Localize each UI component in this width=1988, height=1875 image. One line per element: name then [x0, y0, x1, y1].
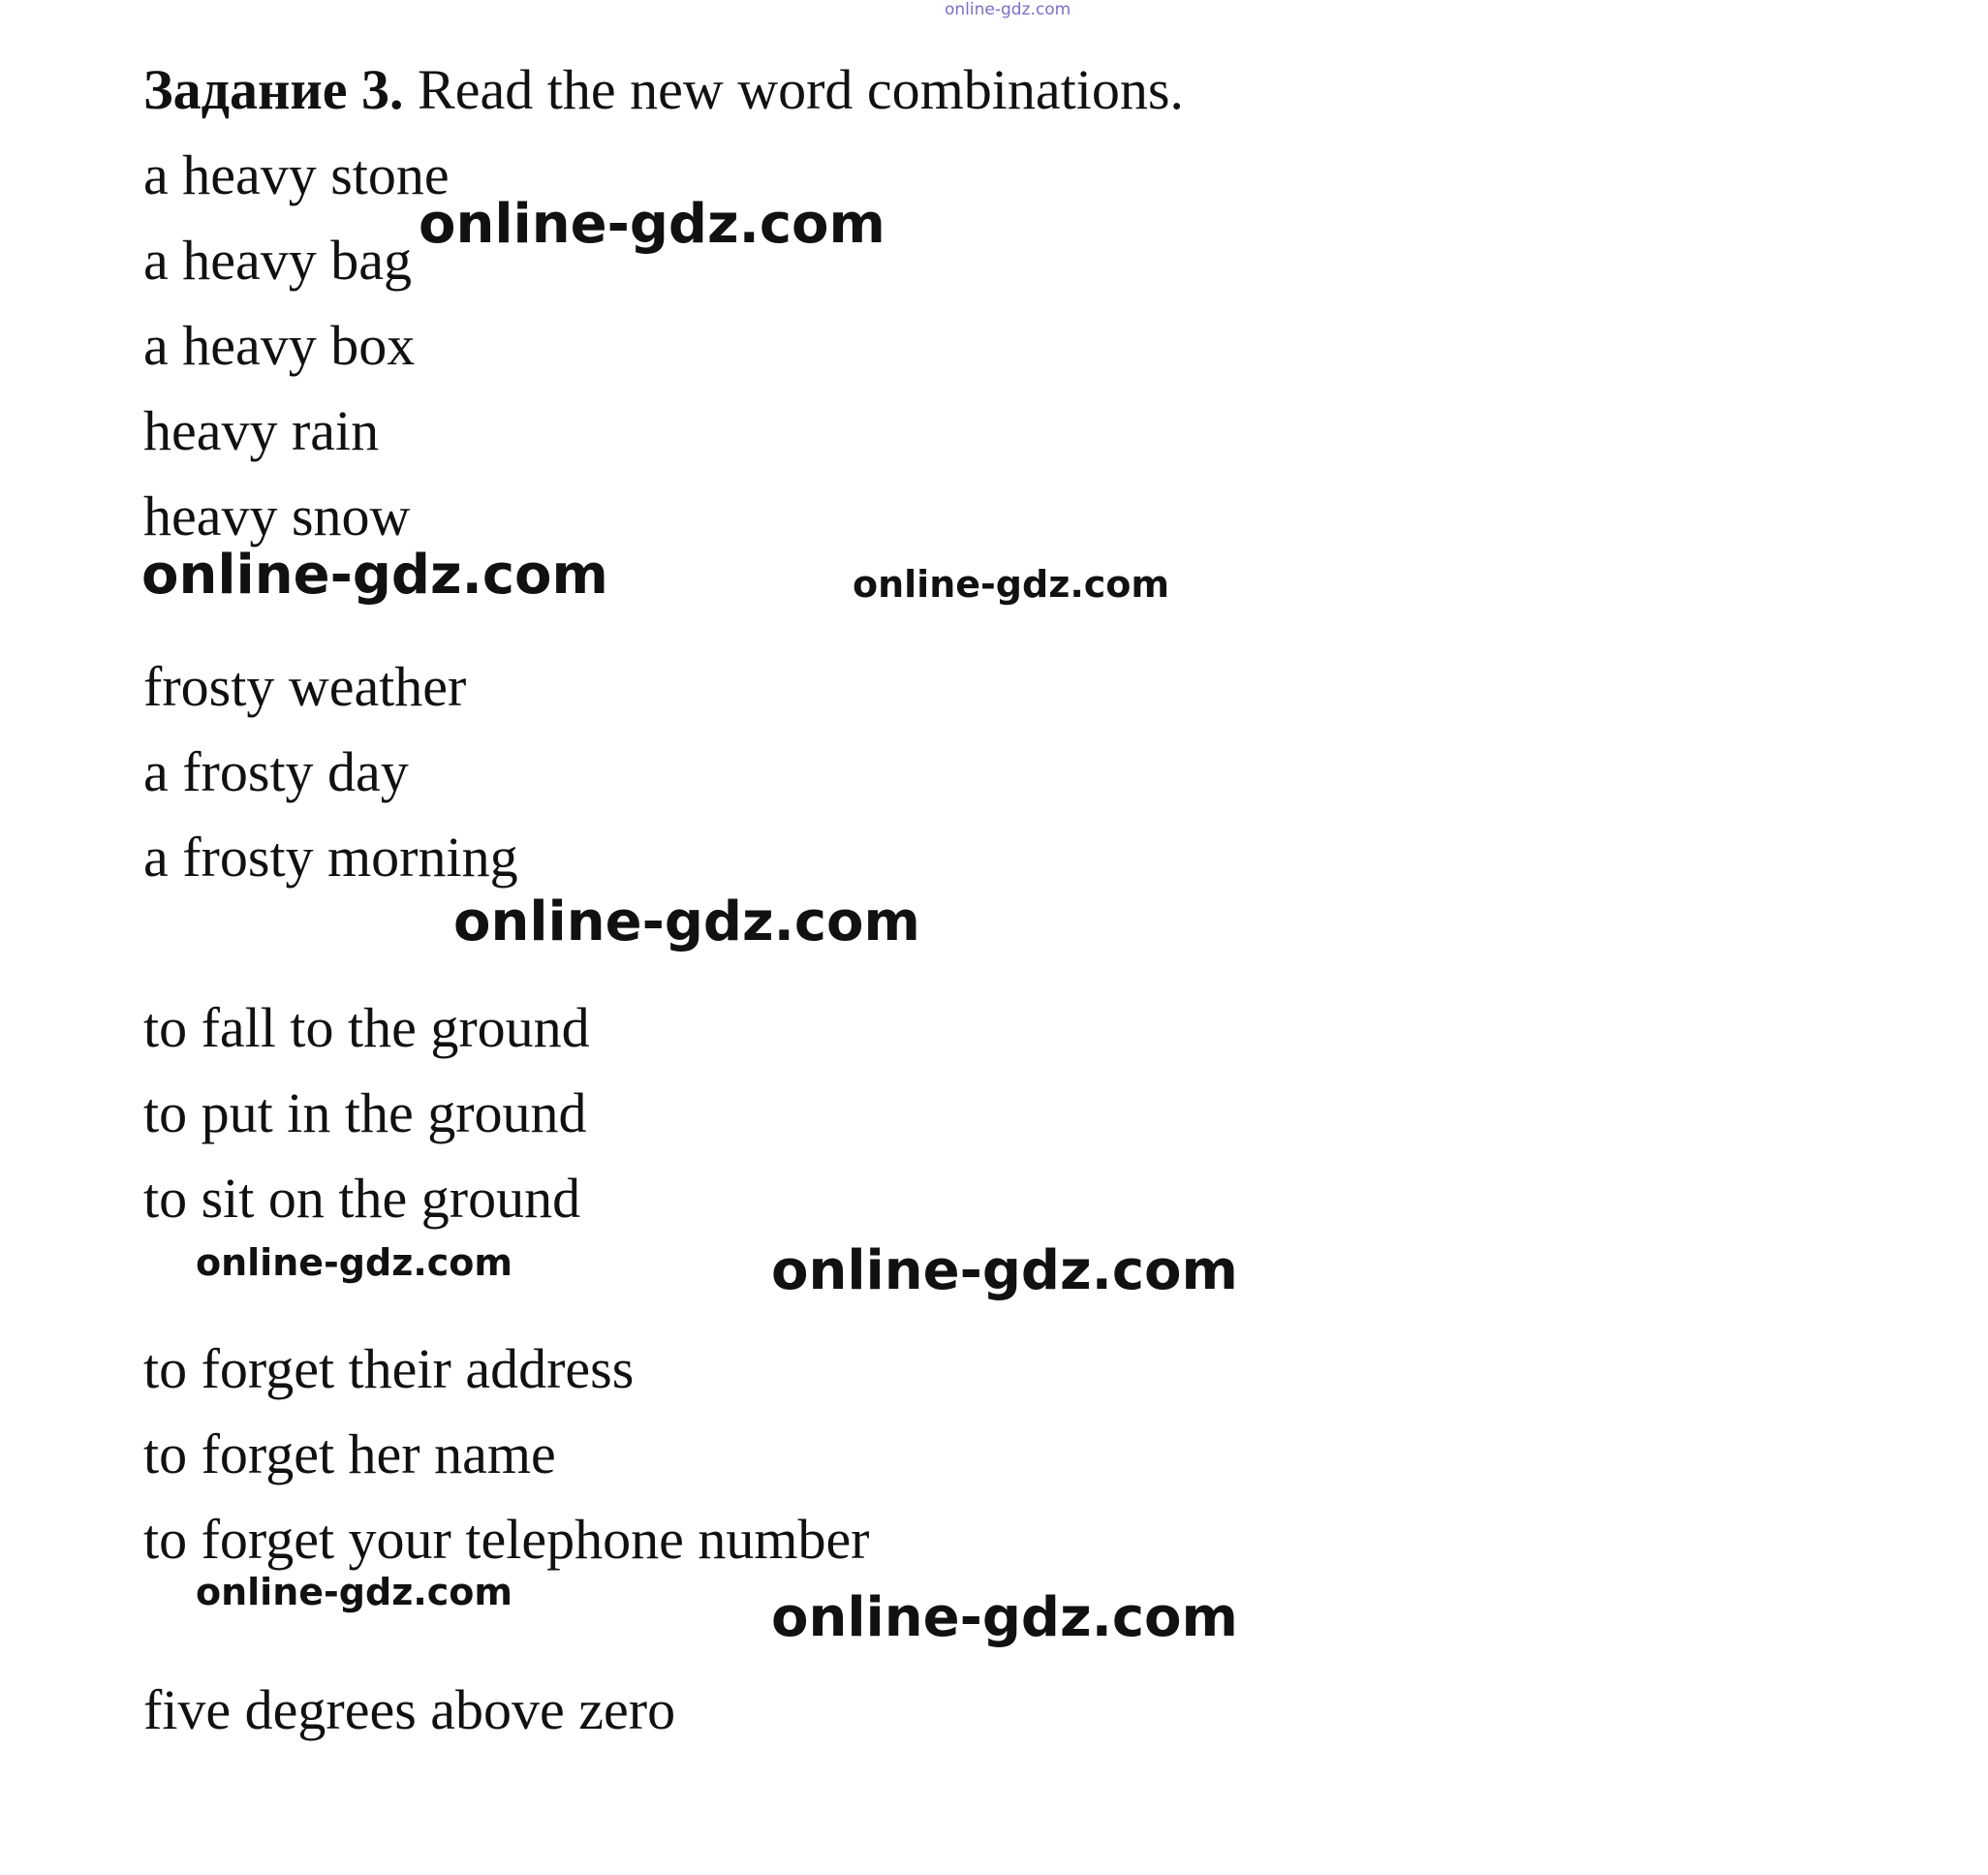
word-combination: to put in the ground: [143, 1081, 587, 1144]
task-heading: [143, 58, 1184, 121]
word-combination: to forget your telephone number: [143, 1508, 870, 1571]
word-combination: a heavy bag: [143, 229, 412, 292]
word-combination: to fall to the ground: [143, 996, 590, 1059]
watermark: online-gdz.com: [196, 1241, 513, 1284]
watermark-top: online-gdz.com: [945, 0, 1072, 19]
watermark: online-gdz.com: [771, 1586, 1238, 1649]
watermark: online-gdz.com: [141, 544, 608, 607]
word-combination: to sit on the ground: [143, 1167, 581, 1230]
watermark: online-gdz.com: [771, 1239, 1238, 1302]
watermark: online-gdz.com: [853, 563, 1169, 606]
word-combination: frosty weather: [143, 655, 467, 718]
word-combination: to forget their address: [143, 1337, 635, 1400]
task-instruction: Read the new word combinations.: [403, 58, 1184, 121]
word-combination: a heavy stone: [143, 143, 450, 206]
word-combination: a heavy box: [143, 314, 416, 377]
word-combination: heavy rain: [143, 399, 380, 462]
watermark: online-gdz.com: [419, 193, 885, 256]
word-combination: a frosty day: [143, 740, 409, 803]
task-label: Задание 3.: [143, 58, 404, 121]
watermark: online-gdz.com: [453, 891, 920, 953]
word-combination: five degrees above zero: [143, 1678, 676, 1741]
word-combination: a frosty morning: [143, 826, 518, 889]
watermark: online-gdz.com: [196, 1571, 513, 1613]
word-combination: heavy snow: [143, 484, 411, 547]
word-combination: to forget her name: [143, 1422, 556, 1485]
